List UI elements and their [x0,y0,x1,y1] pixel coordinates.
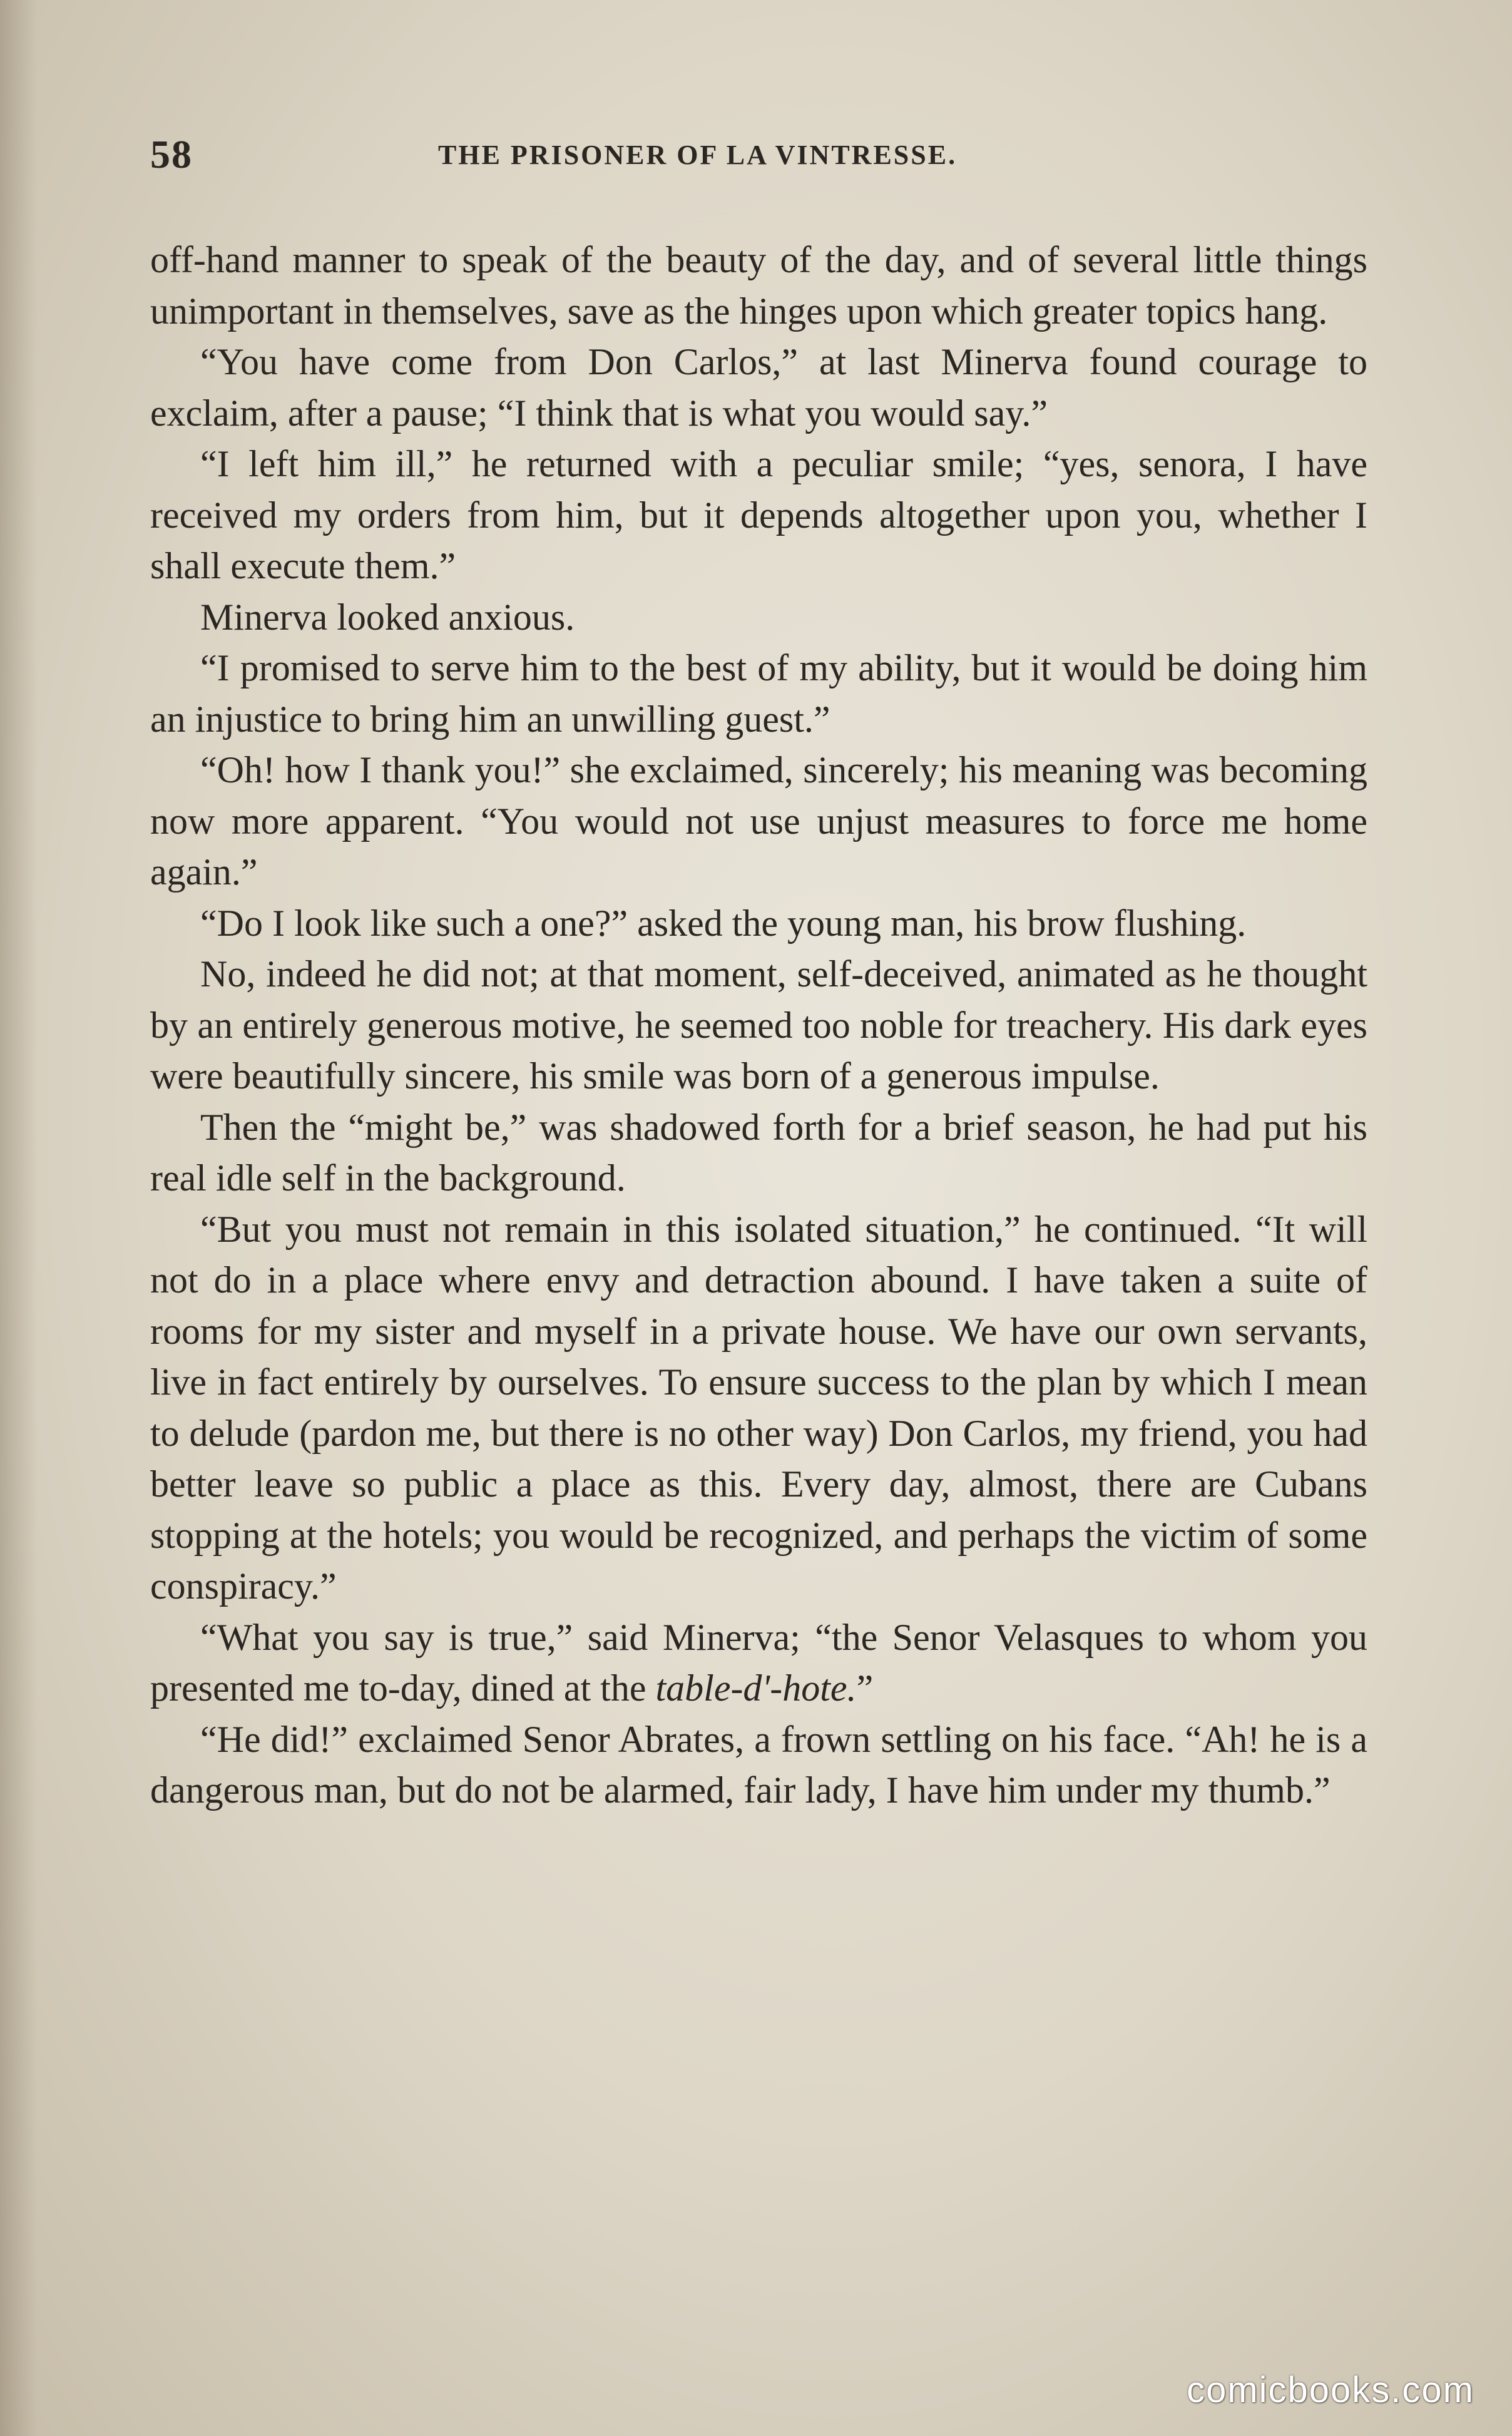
paragraph: Then the “might be,” was shadowed forth for a brief season, he had put his real idle self in the background. [150,1106,1367,1199]
paragraph: “But you must not remain in this isolated situation,” he continued. “It will not do in a place where envy and detraction abound. I have taken a suite of rooms for my sister and myself in a private house. We have our own servants, live in fact entirely by ourselves. To ensure success to the plan by which I mean to delude (pardon me, but there is no other way) Don Carlos, my friend, you had better leave so public a place as this. Every day, almost, there are Cubans stopping at the hotels; you would be recognized, and perhaps the victim of some conspiracy.” [150,1208,1367,1607]
paragraph: “He did!” exclaimed Senor Abrates, a frown settling on his face. “Ah! he is a dangerous man, but do not be alarmed, fair lady, I have him under my thumb.” [150,1718,1367,1811]
paragraph: “You have come from Don Carlos,” at last Minerva found courage to exclaim, after a pause; “I think that is what you would say.” [150,341,1367,434]
italic-phrase: table-d'-hote. [655,1667,857,1709]
paragraph: No, indeed he did not; at that moment, self-deceived, animated as he thought by an entirely generous motive, he seemed too noble for treachery. His dark eyes were beautifully sincere, his smile was born of a generous impulse. [150,953,1367,1097]
paragraph: “Oh! how I thank you!” she exclaimed, sincerely; his meaning was becoming now more apparent. “You would not use unjust measures to force me home again.” [150,749,1367,893]
binding-shadow [0,0,38,2436]
paragraph: off-hand manner to speak of the beauty of the day, and of several little things unimportant in themselves, save as the hinges upon which greater topics hang. [150,239,1367,332]
paragraph: “I left him ill,” he returned with a peculiar smile; “yes, senora, I have received my orders from him, but it depends altogether upon you, whether I shall execute them.” [150,443,1367,586]
paragraph [150,1612,1367,1714]
running-title: THE PRISONER OF LA VINTRESSE. [438,140,958,170]
body-text [150,235,1367,1816]
paragraph-text: “What you say is true,” said Minerva; “the Senor Velasques to whom you presented me to-day, dined at the [150,1616,1367,1709]
paragraph: Minerva looked anxious. [200,596,575,638]
closing-quote: ” [856,1667,874,1709]
page-number: 58 [150,132,193,177]
watermark: comicbooks.com [1187,2370,1474,2410]
paragraph: “Do I look like such a one?” asked the young man, his brow flushing. [200,902,1247,944]
running-head [150,131,1364,188]
paragraph: “I promised to serve him to the best of my ability, but it would be doing him an injustice to bring him an unwilling guest.” [150,647,1367,740]
